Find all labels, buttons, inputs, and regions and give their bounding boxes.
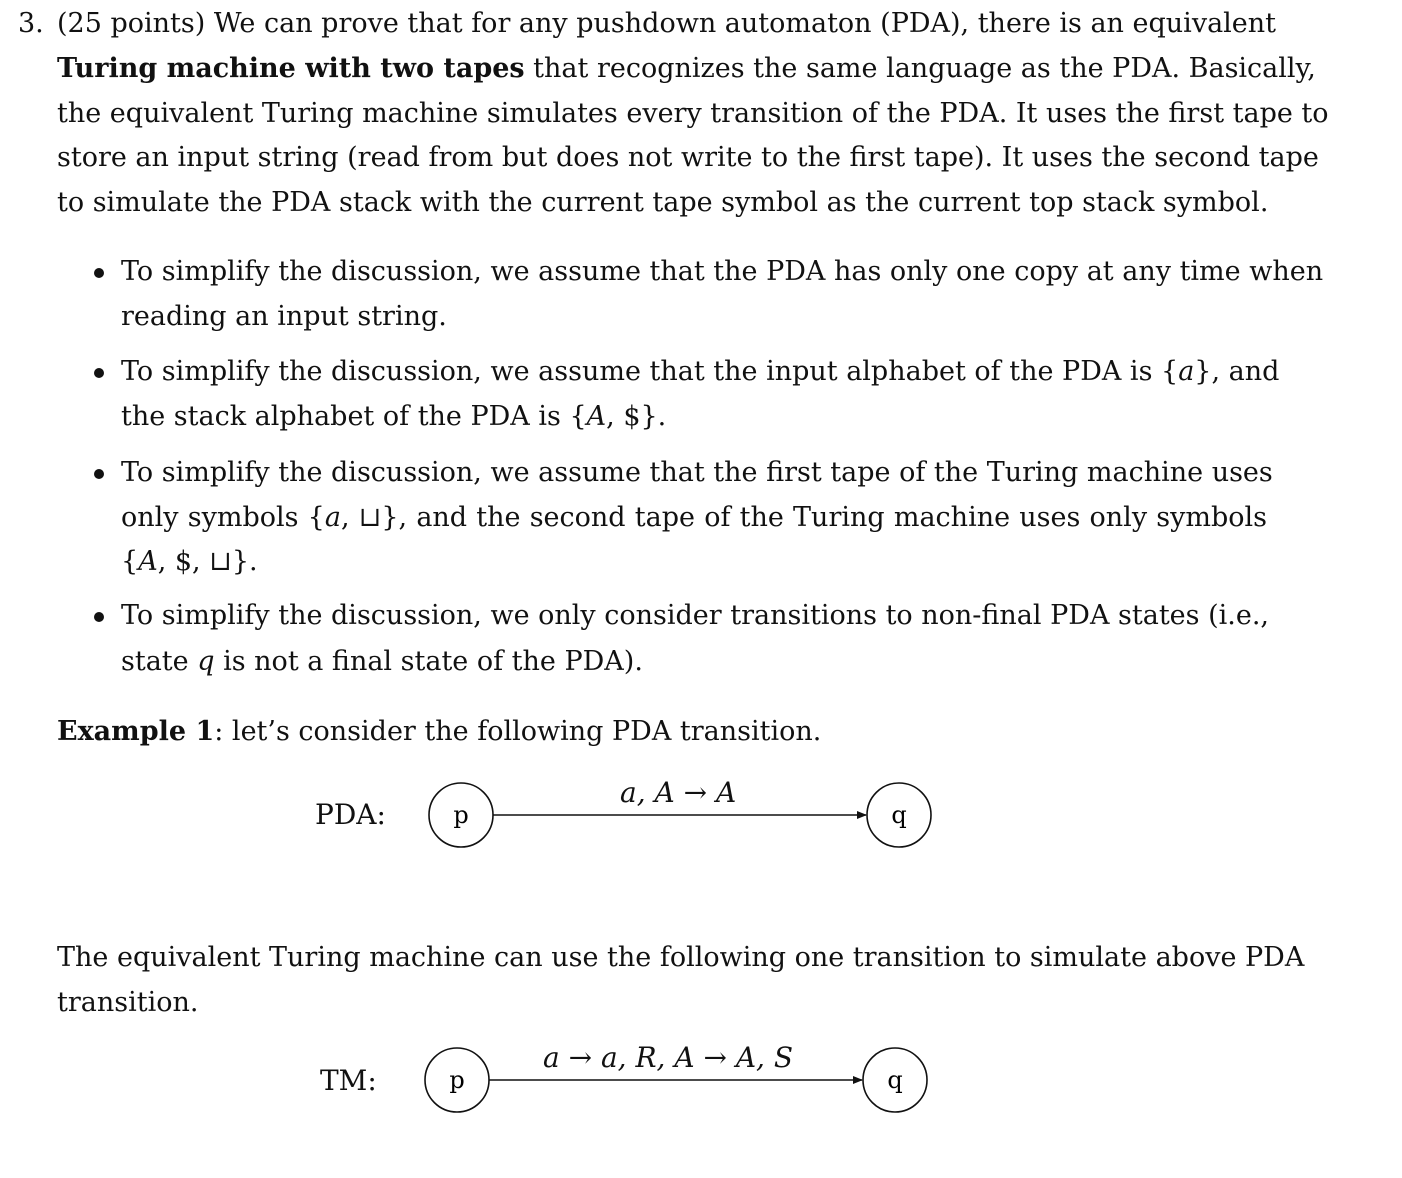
tm-state-p [425, 1048, 489, 1112]
text-span: To simplify the discussion, we assume that the input alphabet of the PDA is { [121, 356, 1179, 387]
para1-line5: to simulate the PDA stack with the current tape symbol as the current top stack symbol. [57, 187, 1269, 218]
pda-state-p-text: p [453, 801, 469, 829]
math-symbol: a [324, 502, 341, 533]
problem-number: 3. [18, 8, 44, 39]
math-symbol: A [586, 401, 607, 432]
tm-label: TM: [320, 1064, 377, 1097]
para1-line4: store an input string (read from but does not write to the first tape). It uses the second tape [57, 142, 1319, 173]
bullet1-line1: To simplify the discussion, we assume that the PDA has only one copy at any time when [121, 256, 1324, 287]
pda-state-q [867, 783, 931, 847]
text-span: only symbols { [121, 502, 325, 533]
bullet1-line2: reading an input string. [121, 301, 447, 332]
pda-label: PDA: [315, 798, 386, 831]
tm-state-q-text: q [887, 1066, 903, 1094]
tm-state-p-text: p [449, 1066, 465, 1094]
text-span: is not a final state of the PDA). [214, 646, 643, 677]
text-span: state [121, 646, 198, 677]
text-span: , ⊔}, and the second tape of the Turing machine uses only symbols [340, 502, 1268, 533]
bullet4-line1: To simplify the discussion, we only consider transitions to non-final PDA states (i.e., [121, 600, 1269, 631]
para1-line1: (25 points) We can prove that for any pushdown automaton (PDA), there is an equivalent [57, 8, 1277, 39]
text-span: , $, ⊔}. [157, 546, 258, 577]
pda-state-p [429, 783, 493, 847]
para1-line2-rest: that recognizes the same language as the PDA. Basically, [524, 53, 1316, 84]
pda-edge-label: a, A → A [620, 776, 737, 809]
tm-state-q [863, 1048, 927, 1112]
math-symbol: a [1178, 356, 1195, 387]
bullet3-line1: To simplify the discussion, we assume that the first tape of the Turing machine uses [121, 457, 1273, 488]
para1-line3: the equivalent Turing machine simulates every transition of the PDA. It uses the first tape to [57, 98, 1329, 129]
bold-phrase: Turing machine with two tapes [57, 53, 525, 84]
math-symbol: A [138, 546, 158, 577]
text-span: , $}. [606, 401, 667, 432]
text-span: }, and [1194, 356, 1280, 387]
example-label: Example 1 [57, 716, 215, 747]
text-span: { [121, 546, 139, 577]
para2-line2: transition. [57, 987, 199, 1018]
tm-edge-label: a → a, R, A → A, S [543, 1041, 794, 1074]
pda-state-q-text: q [891, 801, 907, 829]
text-span: the stack alphabet of the PDA is { [121, 401, 587, 432]
math-symbol: q [197, 646, 215, 677]
para2-line1: The equivalent Turing machine can use the following one transition to simulate above PDA [57, 942, 1305, 973]
example-text: : let’s consider the following PDA transition. [214, 716, 822, 747]
